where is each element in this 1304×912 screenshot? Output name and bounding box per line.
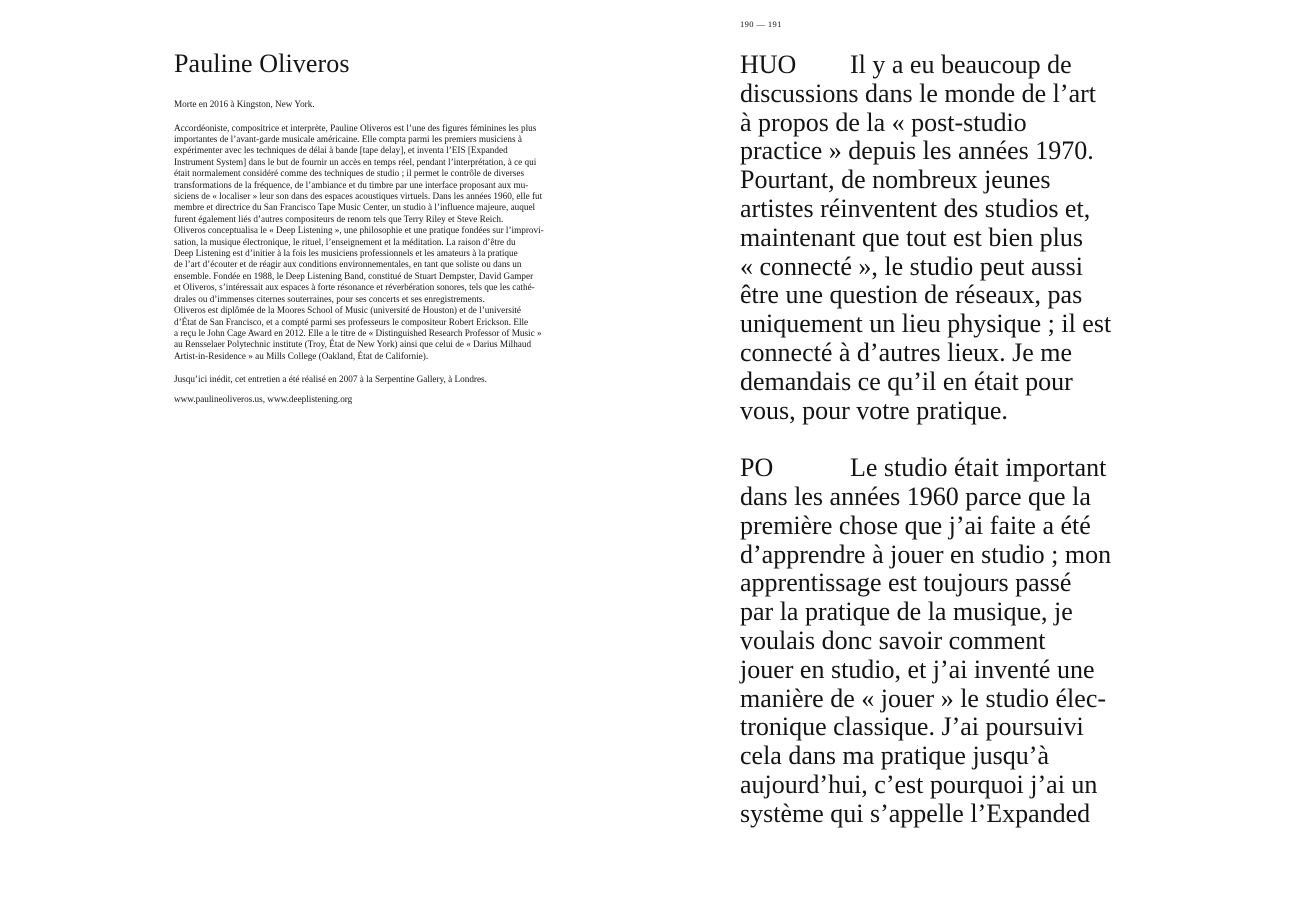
dialogue-line: cela dans ma pratique jusqu’à xyxy=(740,741,1049,771)
dialogue-line: connecté à d’autres lieux. Je me xyxy=(740,337,1073,367)
dialogue-line: Il y a eu beaucoup de xyxy=(850,50,1072,79)
dialogue-line: à propos de la « post-studio xyxy=(740,107,1027,137)
dialogue-line: jouer en studio, et j’ai inventé une xyxy=(740,654,1095,684)
dialogue-line: par la pratique de la musique, je xyxy=(740,597,1073,627)
dialogue-line: d’apprendre à jouer en studio ; mon xyxy=(740,539,1112,569)
first-line xyxy=(740,51,1160,80)
dialogue-line: demandais ce qu’il en était pour xyxy=(740,366,1073,396)
website-links: www.paulineoliveros.us, www.deeplistening.org xyxy=(174,393,353,404)
dialogue-line: apprentissage est toujours passé xyxy=(740,568,1072,598)
bio-line: transformations de la fréquence, de l’ambiance et du timbre par une interface proposant aux mu- xyxy=(174,179,529,190)
bio-line: de l’art d’écouter et de réagir aux conditions environnementales, en tant que soliste ou dans un xyxy=(174,259,522,270)
bio-line: Oliveros est diplômée de la Moores School of Music (université de Houston) et de l’université xyxy=(174,305,522,316)
dialogue-line: système qui s’appelle l’Expanded xyxy=(740,798,1091,828)
speaker-label: PO xyxy=(740,453,774,483)
bio-line: expérimenter avec les techniques de délai à bande [tape delay], et inventa l’EIS [Expanded xyxy=(174,145,508,156)
bio-line: ensemble. Fondée en 1988, le Deep Listening Band, constitué de Stuart Dempster, David Gamper xyxy=(174,270,534,281)
source-note: Jusqu’ici inédit, cet entretien a été réalisé en 2007 à la Serpentine Gallery, à Londres. xyxy=(174,374,487,385)
bio-section xyxy=(174,99,574,405)
bio-line: Accordéoniste, compositrice et interprète, Pauline Oliveros est l’une des figures féminines les plus xyxy=(174,122,537,133)
bio-line: importantes de l’avant-garde musicale américaine. Elle compta parmi les premiers musiciens à xyxy=(174,134,522,144)
biography xyxy=(174,123,574,363)
left-page xyxy=(174,48,574,405)
bio-line: siciens de « localiser » leur son dans des espaces acoustiques virtuels. Dans les années 1960, elle fut xyxy=(174,191,543,202)
page-title: Pauline Oliveros xyxy=(174,49,350,78)
dialogue-line: dans les années 1960 parce que la xyxy=(740,481,1091,511)
dialogue-line: être une question de réseaux, pas xyxy=(740,280,1083,310)
dialogue-line: artistes réinventent des studios et, xyxy=(740,193,1091,223)
dialogue-line: discussions dans le monde de l’art xyxy=(740,78,1096,108)
right-page xyxy=(740,51,1160,829)
dialogue-line: première chose que j’ai faite a été xyxy=(740,510,1091,540)
interview-question xyxy=(740,51,1160,425)
bio-line: sation, la musique électronique, le rituel, l’enseignement et la méditation. La raison d’être du xyxy=(174,236,516,247)
dialogue-line: maintenant que tout est bien plus xyxy=(740,222,1083,252)
death-note: Morte en 2016 à Kingston, New York. xyxy=(174,99,315,110)
dialogue-line: manière de « jouer » le studio élec- xyxy=(740,683,1107,713)
bio-line: Deep Listening est d’initier à la fois les musiciens professionnels et les amateurs à la pratique xyxy=(174,248,518,259)
bio-line: au Rensselaer Polytechnic institute (Troy, État de New York) ainsi que celui de « Darius Milhaud xyxy=(174,339,532,350)
speaker-label: HUO xyxy=(740,50,797,79)
dialogue-line: aujourd’hui, c’est pourquoi j’ai un xyxy=(740,769,1098,799)
bio-line: d’État de San Francisco, et a compté parmi ses professeurs le compositeur Robert Erickson. Elle xyxy=(174,316,529,327)
page-number: 190 — 191 xyxy=(740,19,782,29)
dialogue-line: uniquement un lieu physique ; il est xyxy=(740,309,1112,339)
dialogue-line: vous, pour votre pratique. xyxy=(740,395,1008,425)
first-line xyxy=(740,454,1160,483)
dialogue-line: voulais donc savoir comment xyxy=(740,625,1046,655)
bio-line: a reçu le John Cage Award en 2012. Elle a le titre de « Distinguished Research Professor of Music » xyxy=(174,327,542,338)
bio-line: Instrument System] dans le but de fournir un accès en temps réel, pendant l’interprétation, à ce qui xyxy=(174,156,537,167)
bio-line: drales ou d’immenses citernes souterraines, pour ses concerts et ses enregistrements. xyxy=(174,293,485,304)
dialogue-line: Le studio était important xyxy=(850,453,1107,483)
interview-answer xyxy=(740,454,1160,828)
dialogue-line: tronique classique. J’ai poursuivi xyxy=(740,712,1084,742)
bio-line: et Oliveros, s’intéressait aux espaces à forte résonance et réverbération sonores, tels que les cathé- xyxy=(174,282,535,293)
bio-line: membre et directrice du San Francisco Tape Music Center, un studio à l’influence majeure, auquel xyxy=(174,202,536,213)
dialogue-line: Pourtant, de nombreux jeunes xyxy=(740,165,1051,195)
bio-line: Oliveros conceptualisa le « Deep Listening », une philosophie et une pratique fondées sur l’improvi- xyxy=(174,225,544,236)
bio-line: furent également liés d’autres compositeurs de renom tels que Terry Riley et Steve Reich. xyxy=(174,213,504,224)
bio-line: était normalement considéré comme des techniques de studio ; il permet le contrôle de diverses xyxy=(174,168,525,179)
dialogue-line: practice » depuis les années 1970. xyxy=(740,136,1094,166)
dialogue-line: « connecté », le studio peut aussi xyxy=(740,251,1083,281)
bio-line: Artist-in-Residence » au Mills College (Oakland, État de Californie). xyxy=(174,350,429,361)
